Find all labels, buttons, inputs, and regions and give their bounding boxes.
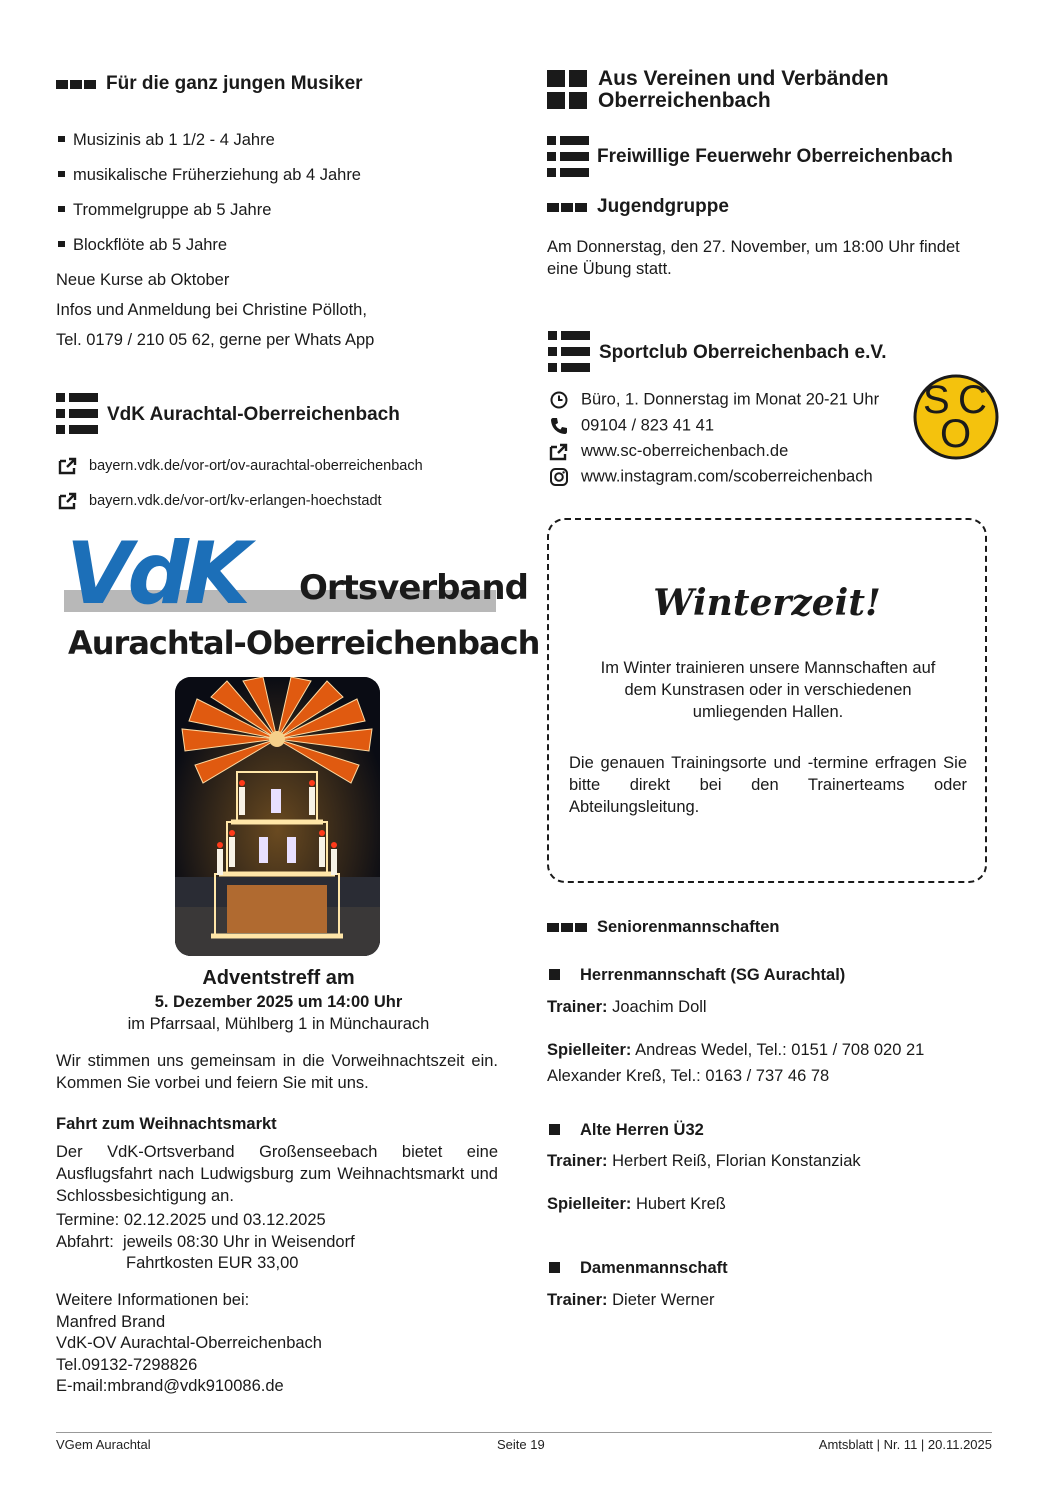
sc-web[interactable]: www.sc-oberreichenbach.de: [549, 442, 788, 461]
team-trainer: Trainer: Joachim Doll: [547, 998, 707, 1016]
ffw-text: Am Donnerstag, den 27. November, um 18:00 Uhr findet eine Übung statt.: [547, 238, 960, 278]
music-info: Neue Kurse ab Oktober Infos und Anmeldung bei Christine Pölloth, Tel. 0179 / 210 05 62, gerne per Whats App: [56, 271, 375, 349]
vdk-logo: [56, 524, 528, 624]
team-title: Herrenmannschaft (SG Aurachtal): [549, 966, 845, 985]
triple-square-icon: [56, 80, 96, 89]
christmas-pyramid-image: [175, 677, 380, 956]
trip-heading: Fahrt zum Weihnachtsmarkt: [56, 1115, 277, 1133]
phone-icon: [549, 416, 569, 436]
team-title: Alte Herren Ü32: [549, 1121, 704, 1140]
seniors-heading: Seniorenmannschaften: [547, 918, 779, 937]
list-icon: [548, 331, 590, 373]
trip-cost: Fahrtkosten EUR 33,00: [126, 1254, 299, 1272]
winter-text-1: Im Winter trainieren unsere Mannschaften auf dem Kunstrasen oder in verschiedenen umliegenden Hallen.: [600, 659, 936, 721]
vdk-logo-sub: Ortsverband: [299, 568, 528, 608]
clock-icon: [549, 390, 569, 410]
trip-dates: Termine: 02.12.2025 und 03.12.2025: [56, 1211, 326, 1229]
sco-logo: S C O: [913, 374, 999, 460]
sc-phone[interactable]: 09104 / 823 41 41: [549, 416, 714, 436]
triple-square-icon: [547, 203, 587, 212]
external-link-icon: [549, 443, 569, 461]
list-item: Blockflöte ab 5 Jahre: [58, 236, 227, 255]
page-number: Seite 19: [497, 1437, 545, 1452]
team-leader: Spielleiter: Andreas Wedel, Tel.: 0151 / 708 020 21: [547, 1041, 925, 1059]
advent-title: Adventstreff am: [202, 967, 355, 989]
trip-depart: Abfahrt: jeweils 08:30 Uhr in Weisendorf: [56, 1233, 355, 1251]
external-link-icon: [58, 492, 78, 510]
instagram-icon: [549, 467, 569, 487]
music-heading: Für die ganz jungen Musiker: [56, 73, 363, 95]
team-trainer: Trainer: Dieter Werner: [547, 1291, 715, 1309]
list-icon: [547, 136, 589, 178]
vdk-link-2[interactable]: bayern.vdk.de/vor-ort/kv-erlangen-hoechstadt: [58, 492, 382, 510]
vdk-logo-place: Aurachtal-Oberreichenbach: [68, 624, 540, 662]
external-link-icon: [58, 457, 78, 475]
ffw-heading: Freiwillige Feuerwehr Oberreichenbach: [597, 146, 953, 167]
vdk-link-1[interactable]: bayern.vdk.de/vor-ort/ov-aurachtal-oberreichenbach: [58, 457, 423, 475]
winter-notice-box: [547, 518, 987, 883]
winter-text-2: Die genauen Trainingsorte und -termine erfragen Sie bitte direkt bei den Trainerteams oder Abteilungsleitung.: [569, 754, 967, 816]
footer-right: Amtsblatt | Nr. 11 | 20.11.2025: [818, 1437, 992, 1452]
trip-text: Der VdK-Ortsverband Großenseebach bietet eine Ausflugsfahrt nach Ludwigsburg zum Weihnachtsmarkt und Schlossbesichtigung an.: [56, 1143, 498, 1205]
team-leader: Spielleiter: Hubert Kreß: [547, 1195, 726, 1213]
team-leader-2: Alexander Kreß, Tel.: 0163 / 737 46 78: [547, 1067, 830, 1085]
vdk-logo-word: VdK: [66, 524, 246, 624]
footer-left: VGem Aurachtal: [56, 1437, 151, 1452]
list-item: Musizinis ab 1 1/2 - 4 Jahre: [58, 131, 275, 150]
sc-office: Büro, 1. Donnerstag im Monat 20-21 Uhr: [549, 390, 879, 410]
advent-text: Wir stimmen uns gemeinsam in die Vorweihnachtszeit ein. Kommen Sie vorbei und feiern Sie mit uns.: [56, 1052, 498, 1092]
ffw-subheading: Jugendgruppe: [547, 196, 729, 218]
vdk-heading: VdK Aurachtal-Oberreichenbach: [107, 404, 400, 425]
list-icon: [56, 393, 98, 435]
sc-heading: Sportclub Oberreichenbach e.V.: [599, 342, 887, 363]
advent-place: im Pfarrsaal, Mühlberg 1 in Münchaurach: [127, 1015, 430, 1033]
triple-square-icon: [547, 923, 587, 932]
sc-instagram[interactable]: www.instagram.com/scoberreichenbach: [549, 467, 873, 487]
page-footer: [56, 1432, 992, 1452]
list-item: Trommelgruppe ab 5 Jahre: [58, 201, 271, 220]
team-trainer: Trainer: Herbert Reiß, Florian Konstanziak: [547, 1152, 861, 1170]
section-heading: Aus Vereinen und Verbänden Oberreichenbach: [598, 67, 889, 112]
advent-date: 5. Dezember 2025 um 14:00 Uhr: [154, 993, 403, 1011]
four-square-icon: [547, 70, 589, 110]
vdk-contact-info: Weitere Informationen bei: Manfred Brand VdK-OV Aurachtal-Oberreichenbach Tel.09132-7298826 E-mail:mbrand@vdk910086.de: [56, 1291, 322, 1395]
list-item: musikalische Früherziehung ab 4 Jahre: [58, 166, 361, 185]
winter-title: Winterzeit!: [653, 582, 881, 624]
team-title: Damenmannschaft: [549, 1259, 728, 1278]
